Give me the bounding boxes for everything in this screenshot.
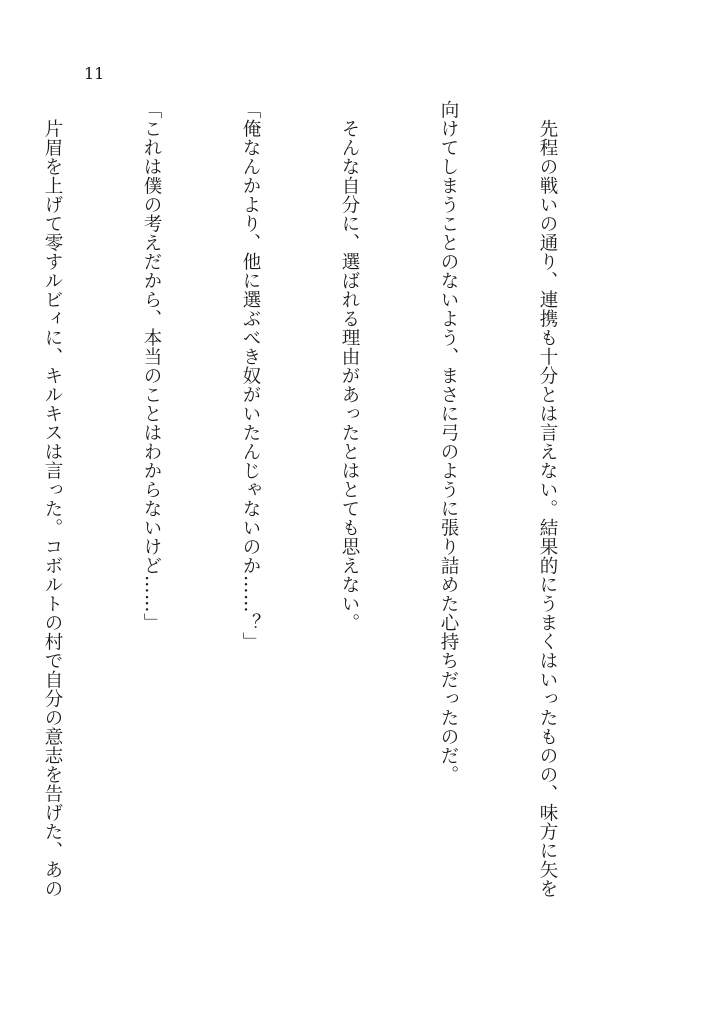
text-line: 片眉を上げて零すルビィに、キルキスは言った。コボルトの村で自分の意志を告げた、あの	[42, 100, 63, 898]
text-line: 向けてしまうことのないよう、まさに弓のように張り詰めた心持ちだったのだ。	[438, 100, 459, 784]
page-number: 11	[84, 64, 105, 83]
body-text	[0, 100, 630, 980]
text-line: 先程の戦いの通り、連携も十分とは言えない。結果的にうまくはいったものの、味方に矢を	[537, 100, 558, 898]
text-line: 「俺なんかより、他に選ぶべき奴がいたんじゃないのか……？」	[240, 100, 261, 651]
text-line: 「これは僕の考えだから、本当のことはわからないけど……」	[141, 100, 162, 632]
text-line: そんな自分に、選ばれる理由があったとはとても思えない。	[339, 100, 360, 632]
